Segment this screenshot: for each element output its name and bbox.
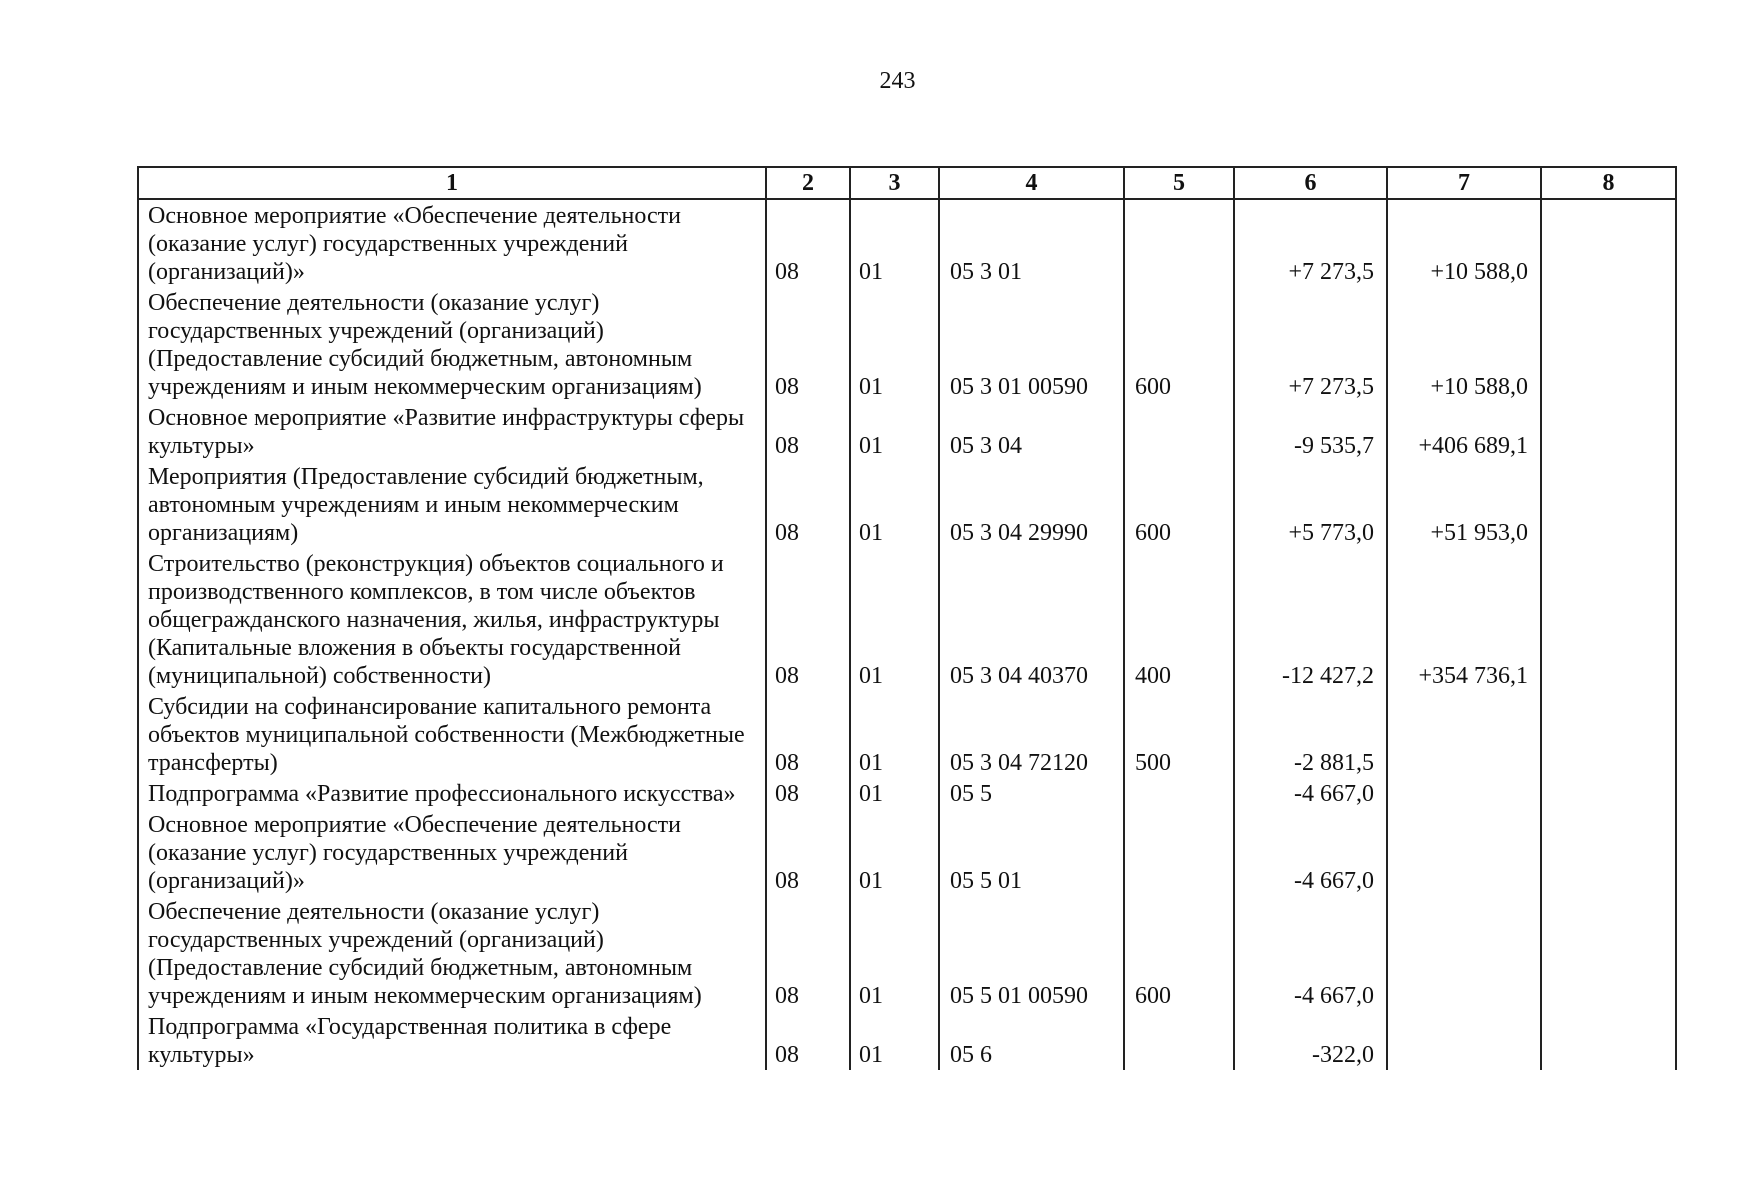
expense-type-code bbox=[1124, 778, 1234, 809]
amount-col-7 bbox=[1387, 691, 1541, 778]
subsection-code: 01 bbox=[850, 778, 939, 809]
row-name: Основное мероприятие «Развитие инфраструктуры сферы культуры» bbox=[138, 402, 766, 461]
amount-col-7 bbox=[1387, 1011, 1541, 1070]
section-code: 08 bbox=[766, 461, 850, 548]
amount-col-6: -4 667,0 bbox=[1234, 778, 1387, 809]
target-article-code: 05 3 04 40370 bbox=[939, 548, 1124, 691]
target-article-code: 05 3 01 00590 bbox=[939, 287, 1124, 402]
amount-col-8 bbox=[1541, 809, 1676, 896]
section-code: 08 bbox=[766, 778, 850, 809]
row-name: Основное мероприятие «Обеспечение деятельности (оказание услуг) государственных учреждений (организаций)» bbox=[138, 809, 766, 896]
amount-col-8 bbox=[1541, 896, 1676, 1011]
table-row bbox=[138, 778, 1676, 809]
section-code: 08 bbox=[766, 199, 850, 287]
amount-col-7: +354 736,1 bbox=[1387, 548, 1541, 691]
column-header-2: 2 bbox=[766, 167, 850, 199]
amount-col-6: -4 667,0 bbox=[1234, 809, 1387, 896]
amount-col-6: -12 427,2 bbox=[1234, 548, 1387, 691]
target-article-code: 05 3 04 29990 bbox=[939, 461, 1124, 548]
amount-col-6: +7 273,5 bbox=[1234, 199, 1387, 287]
table-header-row bbox=[138, 167, 1676, 199]
amount-col-6: -2 881,5 bbox=[1234, 691, 1387, 778]
expense-type-code: 600 bbox=[1124, 461, 1234, 548]
expense-type-code: 400 bbox=[1124, 548, 1234, 691]
expense-type-code bbox=[1124, 199, 1234, 287]
amount-col-7 bbox=[1387, 809, 1541, 896]
column-header-8: 8 bbox=[1541, 167, 1676, 199]
section-code: 08 bbox=[766, 1011, 850, 1070]
column-header-4: 4 bbox=[939, 167, 1124, 199]
amount-col-8 bbox=[1541, 778, 1676, 809]
amount-col-7: +406 689,1 bbox=[1387, 402, 1541, 461]
table-row bbox=[138, 548, 1676, 691]
amount-col-8 bbox=[1541, 461, 1676, 548]
section-code: 08 bbox=[766, 896, 850, 1011]
column-header-6: 6 bbox=[1234, 167, 1387, 199]
section-code: 08 bbox=[766, 287, 850, 402]
table-row bbox=[138, 199, 1676, 287]
table-row bbox=[138, 461, 1676, 548]
expense-type-code: 500 bbox=[1124, 691, 1234, 778]
amount-col-7: +10 588,0 bbox=[1387, 287, 1541, 402]
amount-col-6: -322,0 bbox=[1234, 1011, 1387, 1070]
amount-col-8 bbox=[1541, 691, 1676, 778]
row-name: Обеспечение деятельности (оказание услуг) государственных учреждений (организаций) (Предоставление субсидий бюджетным, автономным учреждениям и иным некоммерческим организациям) bbox=[138, 287, 766, 402]
section-code: 08 bbox=[766, 691, 850, 778]
subsection-code: 01 bbox=[850, 1011, 939, 1070]
amount-col-8 bbox=[1541, 402, 1676, 461]
row-name: Субсидии на софинансирование капитального ремонта объектов муниципальной собственности (Межбюджетные трансферты) bbox=[138, 691, 766, 778]
target-article-code: 05 3 04 bbox=[939, 402, 1124, 461]
page-number: 243 bbox=[879, 68, 916, 94]
amount-col-8 bbox=[1541, 548, 1676, 691]
target-article-code: 05 3 04 72120 bbox=[939, 691, 1124, 778]
table-row bbox=[138, 287, 1676, 402]
amount-col-6: +5 773,0 bbox=[1234, 461, 1387, 548]
subsection-code: 01 bbox=[850, 461, 939, 548]
expense-type-code: 600 bbox=[1124, 287, 1234, 402]
row-name: Обеспечение деятельности (оказание услуг) государственных учреждений (организаций) (Предоставление субсидий бюджетным, автономным учреждениям и иным некоммерческим организациям) bbox=[138, 896, 766, 1011]
row-name: Подпрограмма «Государственная политика в сфере культуры» bbox=[138, 1011, 766, 1070]
target-article-code: 05 5 01 00590 bbox=[939, 896, 1124, 1011]
table-row bbox=[138, 402, 1676, 461]
subsection-code: 01 bbox=[850, 691, 939, 778]
table-row bbox=[138, 1011, 1676, 1070]
column-header-7: 7 bbox=[1387, 167, 1541, 199]
budget-table bbox=[137, 166, 1677, 1070]
amount-col-8 bbox=[1541, 1011, 1676, 1070]
expense-type-code bbox=[1124, 402, 1234, 461]
subsection-code: 01 bbox=[850, 548, 939, 691]
section-code: 08 bbox=[766, 548, 850, 691]
expense-type-code bbox=[1124, 809, 1234, 896]
target-article-code: 05 5 bbox=[939, 778, 1124, 809]
amount-col-8 bbox=[1541, 199, 1676, 287]
expense-type-code bbox=[1124, 1011, 1234, 1070]
row-name: Строительство (реконструкция) объектов социального и производственного комплексов, в том числе объектов общегражданского назначения, жилья, инфраструктуры (Капитальные вложения в объекты государственной (муниципальной) собственности) bbox=[138, 548, 766, 691]
row-name: Основное мероприятие «Обеспечение деятельности (оказание услуг) государственных учреждений (организаций)» bbox=[138, 199, 766, 287]
table-row bbox=[138, 896, 1676, 1011]
subsection-code: 01 bbox=[850, 809, 939, 896]
column-header-1: 1 bbox=[138, 167, 766, 199]
table-row bbox=[138, 809, 1676, 896]
amount-col-7 bbox=[1387, 778, 1541, 809]
amount-col-7: +10 588,0 bbox=[1387, 199, 1541, 287]
subsection-code: 01 bbox=[850, 896, 939, 1011]
target-article-code: 05 3 01 bbox=[939, 199, 1124, 287]
amount-col-6: -9 535,7 bbox=[1234, 402, 1387, 461]
expense-type-code: 600 bbox=[1124, 896, 1234, 1011]
target-article-code: 05 6 bbox=[939, 1011, 1124, 1070]
amount-col-6: -4 667,0 bbox=[1234, 896, 1387, 1011]
amount-col-7 bbox=[1387, 896, 1541, 1011]
subsection-code: 01 bbox=[850, 287, 939, 402]
amount-col-8 bbox=[1541, 287, 1676, 402]
column-header-3: 3 bbox=[850, 167, 939, 199]
table-row bbox=[138, 691, 1676, 778]
section-code: 08 bbox=[766, 809, 850, 896]
amount-col-7: +51 953,0 bbox=[1387, 461, 1541, 548]
section-code: 08 bbox=[766, 402, 850, 461]
amount-col-6: +7 273,5 bbox=[1234, 287, 1387, 402]
target-article-code: 05 5 01 bbox=[939, 809, 1124, 896]
column-header-5: 5 bbox=[1124, 167, 1234, 199]
subsection-code: 01 bbox=[850, 402, 939, 461]
subsection-code: 01 bbox=[850, 199, 939, 287]
row-name: Мероприятия (Предоставление субсидий бюджетным, автономным учреждениям и иным некоммерческим организациям) bbox=[138, 461, 766, 548]
row-name: Подпрограмма «Развитие профессионального искусства» bbox=[138, 778, 766, 809]
